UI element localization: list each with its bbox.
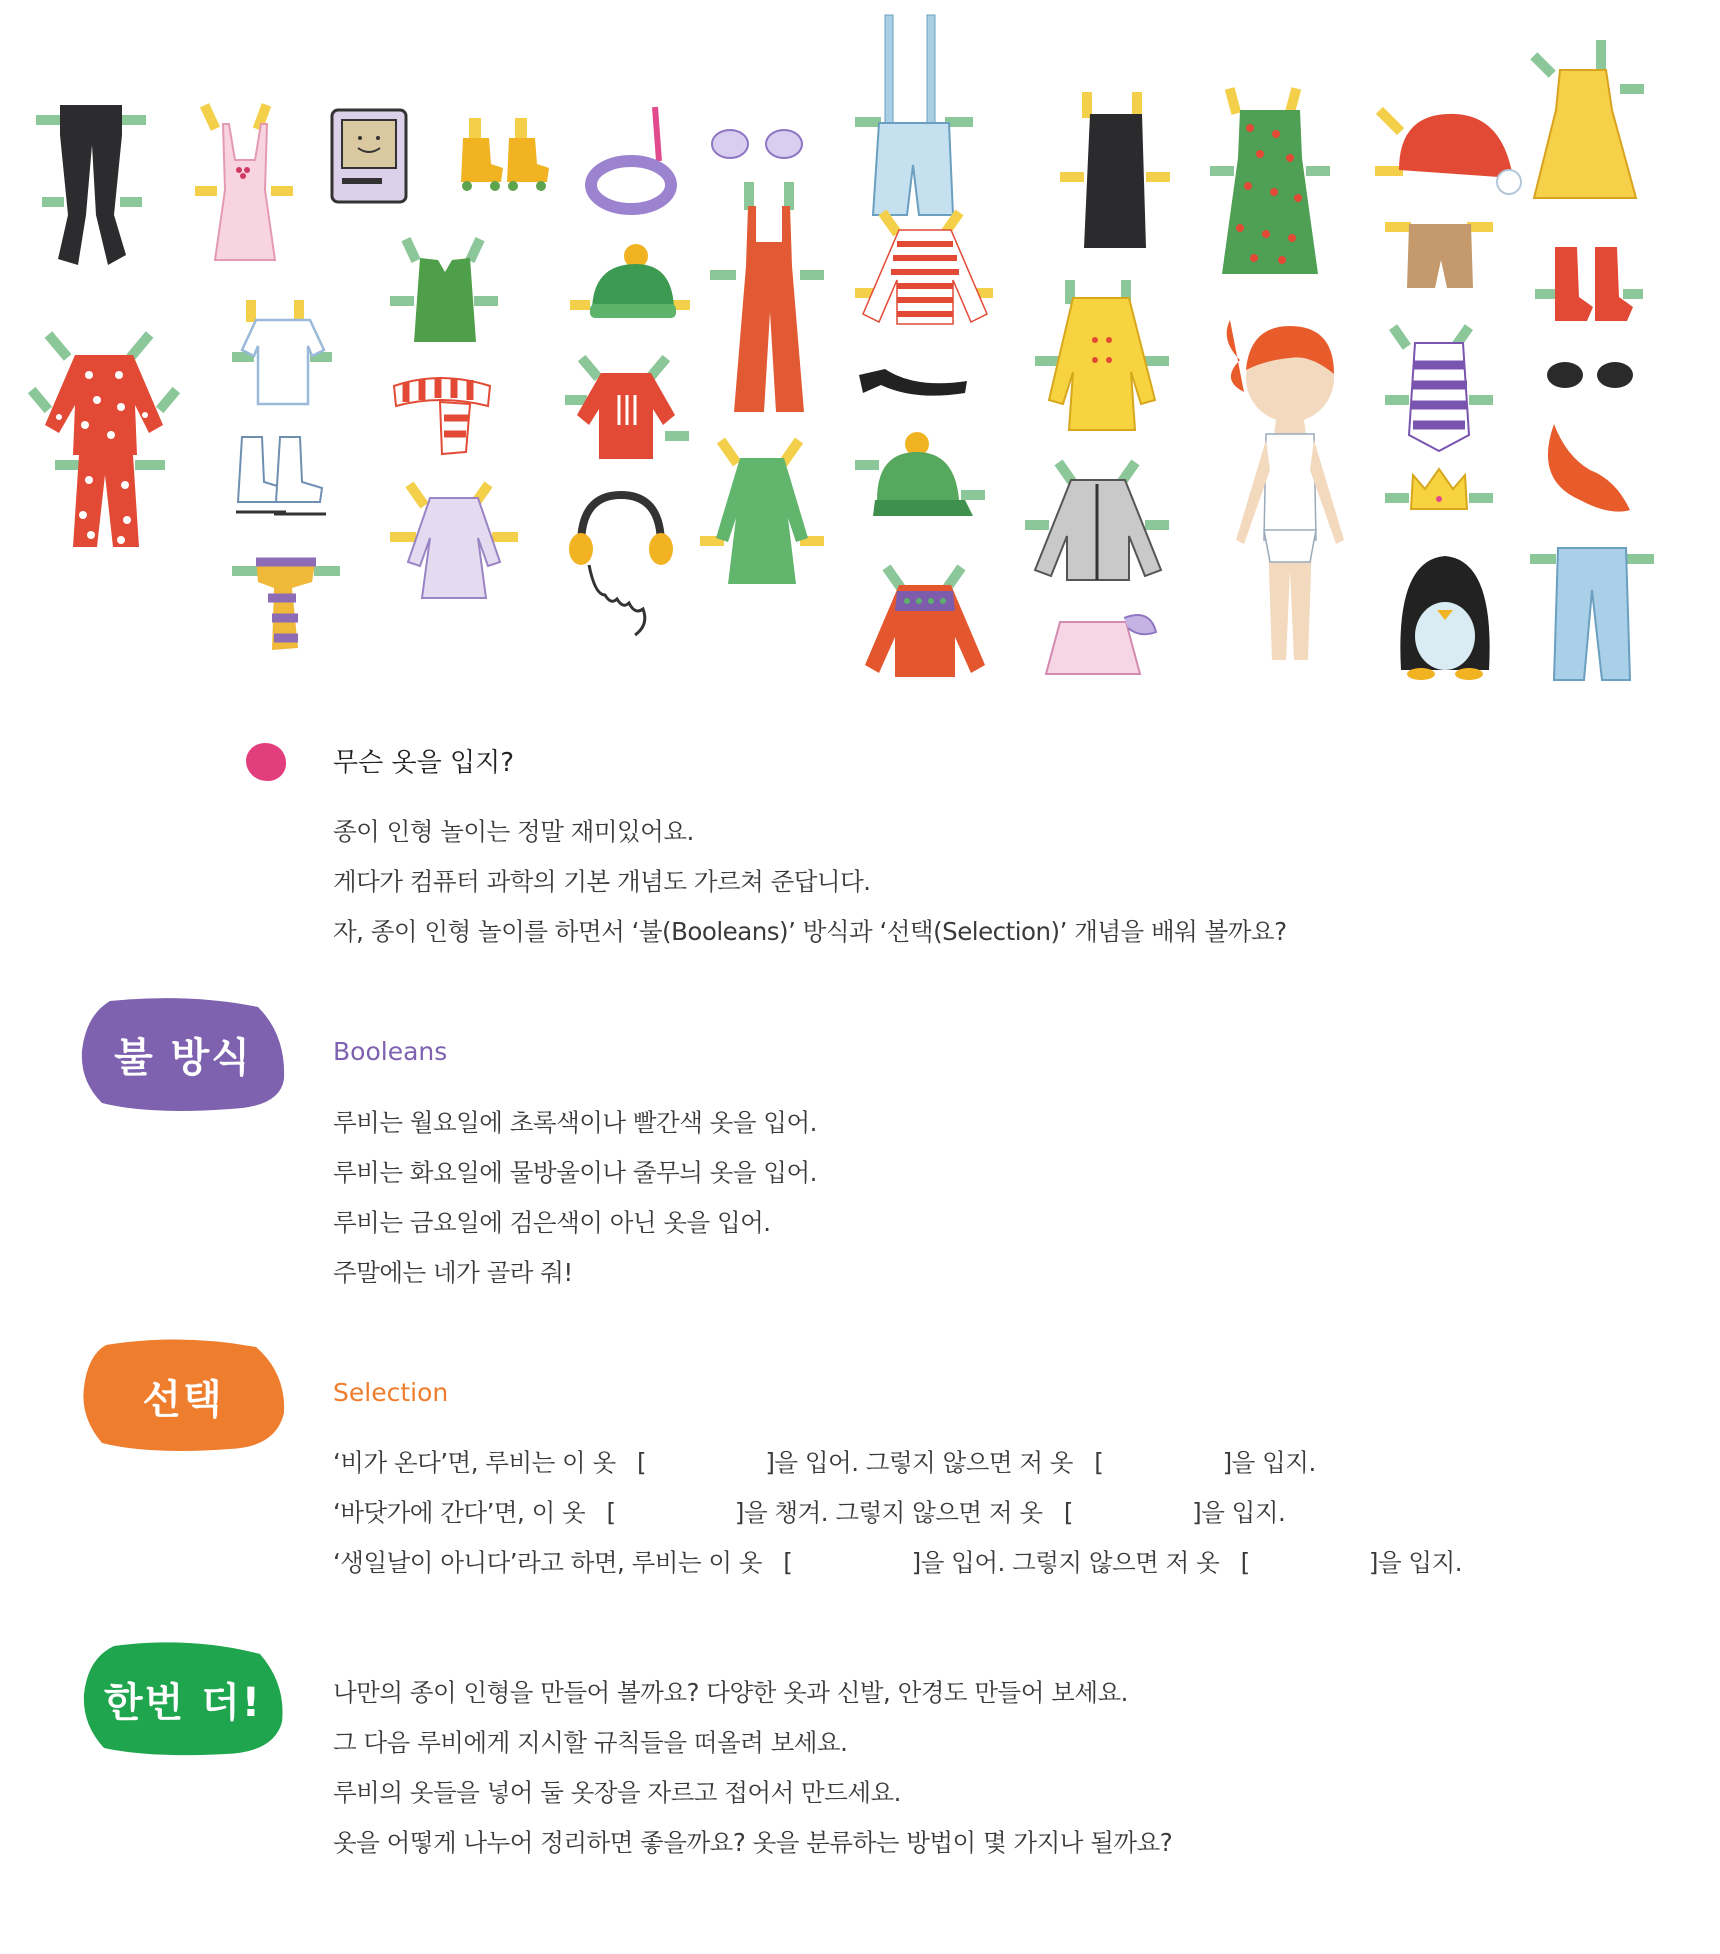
booleans-paragraph <box>333 1098 817 1298</box>
green-polka-dress-icon <box>1210 88 1330 278</box>
selection-badge <box>80 1337 286 1455</box>
black-dress-icon <box>1060 92 1170 252</box>
striped-scarf-icon <box>232 548 342 658</box>
intro-line: 종이 인형 놀이는 정말 재미있어요. <box>333 817 694 846</box>
booleans-line: 루비는 화요일에 물방울이나 줄무늬 옷을 입어. <box>333 1158 817 1187</box>
pink-dress-icon <box>195 100 295 265</box>
polka-pajamas-icon <box>35 325 175 560</box>
black-shoes-icon <box>1545 355 1635 395</box>
crown-icon <box>1385 463 1495 518</box>
booleans-badge-label: 불 방식 <box>114 1034 252 1081</box>
booleans-line: 주말에는 네가 골라 줘! <box>333 1258 573 1287</box>
booleans-line: 루비는 금요일에 검은색이 아닌 옷을 입어. <box>333 1208 771 1237</box>
green-beanie-icon <box>570 242 690 327</box>
black-headband-icon <box>855 363 970 408</box>
more-badge-label: 한번 더! <box>103 1679 263 1726</box>
santa-hat-icon <box>1375 100 1530 200</box>
yellow-dress-icon <box>1520 40 1645 205</box>
selection-line: ‘바닷가에 간다’면, 이 옷 [ ]을 챙겨. 그렇지 않으면 저 옷 [ ]을 입지. <box>333 1498 1286 1527</box>
green-dress-icon <box>700 438 825 588</box>
robot-costume-icon <box>328 108 410 208</box>
penguin-costume-icon <box>1385 550 1505 680</box>
green-vest-icon <box>390 238 500 348</box>
red-overalls-icon <box>710 182 825 422</box>
paper-doll-girl-icon <box>1210 300 1370 670</box>
booleans-badge <box>80 995 286 1113</box>
baby-shoes-icon <box>710 118 805 163</box>
intro-line: 자, 종이 인형 놀이를 하면서 ‘불(Booleans)’ 방식과 ‘선택(Selection)’ 개념을 배워 볼까요? <box>333 917 1287 946</box>
red-fox-tail-icon <box>1540 420 1635 520</box>
more-line: 루비의 옷들을 넣어 둘 옷장을 자르고 접어서 만드세요. <box>333 1778 901 1807</box>
black-tights-icon <box>30 95 150 275</box>
intro-paragraph <box>333 807 1287 957</box>
bullet-dot-icon <box>246 743 286 781</box>
more-line: 그 다음 루비에게 지시할 규칙들을 떠올려 보세요. <box>333 1728 848 1757</box>
red-striped-scarf-icon <box>390 372 500 462</box>
booleans-line: 루비는 월요일에 초록색이나 빨간색 옷을 입어. <box>333 1108 817 1137</box>
pink-skirt-icon <box>1040 612 1165 682</box>
selection-paragraph <box>333 1438 1462 1588</box>
blue-overalls-icon <box>855 15 975 220</box>
selection-line: ‘생일날이 아니다’라고 하면, 루비는 이 옷 [ ]을 입어. 그렇지 않으면 저 옷 [ ]을 입지. <box>333 1548 1463 1577</box>
intro-title: 무슨 옷을 입지? <box>333 748 515 778</box>
white-blouse-icon <box>232 300 332 410</box>
intro-line: 게다가 컴퓨터 과학의 기본 개념도 가르쳐 준답니다. <box>333 867 871 896</box>
snorkel-mask-icon <box>585 105 685 220</box>
more-line: 나만의 종이 인형을 만들어 볼까요? 다양한 옷과 신발, 안경도 만들어 보세요. <box>333 1678 1128 1707</box>
ice-skates-icon <box>232 432 332 522</box>
red-socks-icon <box>1535 245 1645 325</box>
red-sweater-icon <box>565 355 690 465</box>
gray-cardigan-icon <box>1025 460 1170 585</box>
yellow-raincoat-icon <box>1035 280 1170 435</box>
more-paragraph <box>333 1668 1172 1868</box>
roller-skates-icon <box>455 118 555 193</box>
paper-doll-illustrations <box>0 0 1720 700</box>
striped-shirt-icon <box>855 210 995 330</box>
selection-badge-label: 선택 <box>142 1376 224 1423</box>
lavender-dress-icon <box>390 482 520 602</box>
green-cap-icon <box>855 430 985 525</box>
blue-jeans-icon <box>1530 540 1655 685</box>
more-line: 옷을 어떻게 나누어 정리하면 좋을까요? 옷을 분류하는 방법이 몇 가지나 될까요? <box>333 1828 1173 1857</box>
selection-subtitle: Selection <box>333 1378 449 1407</box>
brown-shorts-icon <box>1385 220 1495 295</box>
booleans-subtitle: Booleans <box>333 1037 448 1066</box>
swimsuit-icon <box>1385 325 1495 455</box>
selection-line: ‘비가 온다’면, 루비는 이 옷 [ ]을 입어. 그렇지 않으면 저 옷 [ ]을 입지. <box>333 1448 1316 1477</box>
more-badge <box>80 1640 286 1758</box>
headphones-icon <box>565 485 675 650</box>
knit-sweater-icon <box>855 565 995 680</box>
